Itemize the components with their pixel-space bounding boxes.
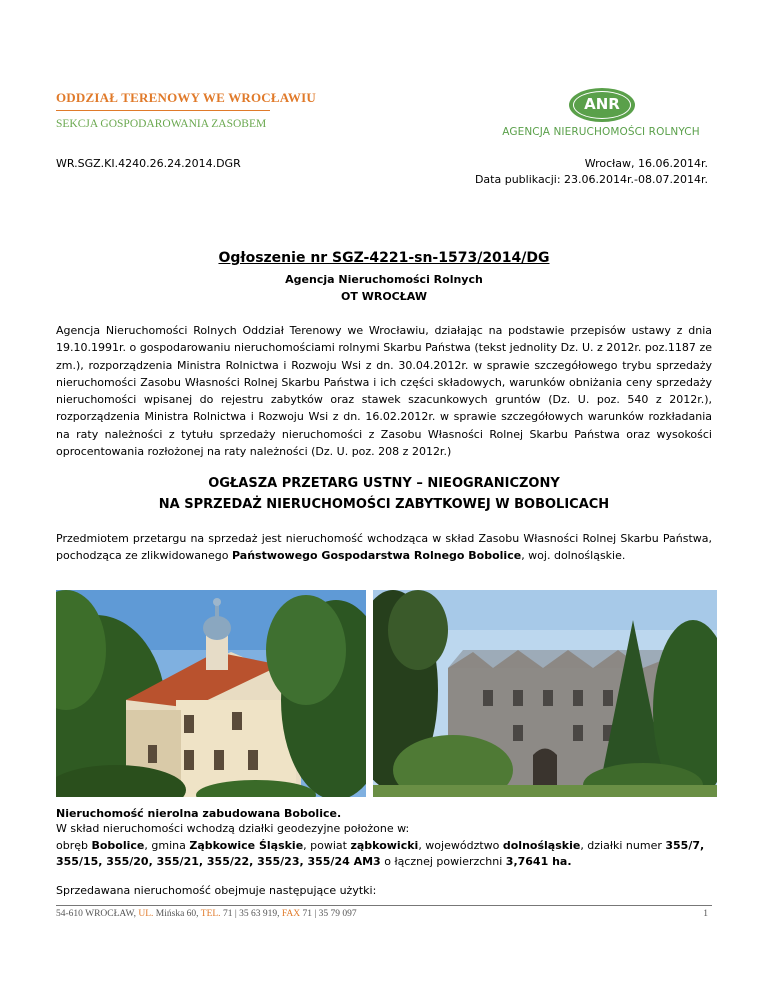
page-number: 1: [703, 909, 708, 919]
footer-address: 54-610 WROCŁAW, UL. Mińska 60, TEL. 71 | 35 63 919, FAX 71 | 35 79 097: [56, 909, 357, 919]
property-parcels-intro: W skład nieruchomości wchodzą działki geodezyjne położone w:: [56, 822, 410, 835]
header-divider: [56, 110, 270, 111]
property-parcels-detail: obręb Bobolice, gmina Ząbkowice Śląskie, powiat ząbkowicki, województwo dolnośląskie, działki numer 355/7, 355/15, 355/20, 355/21, 355/22, 355/23, 355/24 AM3 o łącznej powierzchni 3,7641 ha.: [56, 839, 705, 868]
anr-logo: [493, 88, 709, 140]
logo-agency-name: AGENCJA NIERUCHOMOŚCI ROLNYCH: [502, 126, 700, 138]
subject-paragraph: Przedmiotem przetargu na sprzedaż jest nieruchomość wchodząca w skład Zasobu Własności Rolnej Skarbu Państwa, pochodząca ze zlikwidowanego Państwowego Gospodarstwa Rolnego Bobolice, woj. dolnośląskie.: [56, 532, 712, 563]
section-name: SEKCJA GOSPODAROWANIA ZASOBEM: [56, 118, 267, 130]
land-uses-intro: Sprzedawana nieruchomość obejmuje następujące użytki:: [56, 884, 377, 897]
property-caption: Nieruchomość nierolna zabudowana Bobolice.: [56, 807, 342, 820]
manor-photo-1: [56, 590, 366, 797]
agency-name: Agencja Nieruchomości Rolnych: [285, 273, 483, 286]
branch-name: OT WROCŁAW: [341, 290, 427, 303]
announcement-title: Ogłoszenie nr SGZ-4221-sn-1573/2014/DG: [218, 250, 550, 266]
manor-photo-2: [373, 590, 717, 797]
logo-abbreviation: ANR: [584, 95, 620, 113]
tender-heading-line2: NA SPRZEDAŻ NIERUCHOMOŚCI ZABYTKOWEJ W BOBOLICACH: [158, 497, 610, 512]
intro-paragraph: Agencja Nieruchomości Rolnych Oddział Terenowy we Wrocławiu, działając na podstawie przepisów ustawy z dnia 19.10.1991r. o gospodarowaniu nieruchomościami rolnymi Skarbu Państwa (tekst jednolity Dz. U. z 2012r. poz.1187 ze zm.), rozporządzenia Ministra Rolnictwa i Rozwoju Wsi z dn. 30.04.2012r. w sprawie szczegółowego trybu sprzedaży nieruchomości Zasobu Własności Rolnej Skarbu Państwa i ich części składowych, warunków obniżania ceny sprzedaży nieruchomości wpisanej do rejestru zabytków oraz stawek szacunkowych gruntów (Dz. U. poz. 540 z 2012r.), rozporządzenia Ministra Rolnictwa i Rozwoju Wsi z dn. 16.02.2012r. w sprawie szczegółowych warunków rozkładania na raty należności z tytułu sprzedaży nieruchomości z Zasobu Własności Rolnej Skarbu Państwa oraz wysokości oprocentowania rozłożonej na raty należności (Dz. U. poz. 208 z 2012r.): [56, 324, 712, 459]
footer-divider: [56, 905, 712, 906]
farm-name: Państwowego Gospodarstwa Rolnego Bobolice: [232, 549, 522, 563]
publication-date: Data publikacji: 23.06.2014r.-08.07.2014r.: [474, 173, 708, 186]
tender-heading-line1: OGŁASZA PRZETARG USTNY – NIEOGRANICZONY: [208, 476, 560, 491]
place-date: Wrocław, 16.06.2014r.: [584, 157, 708, 170]
office-title: ODDZIAŁ TERENOWY WE WROCŁAWIU: [56, 90, 316, 105]
reference-number: WR.SGZ.KI.4240.26.24.2014.DGR: [56, 157, 241, 170]
